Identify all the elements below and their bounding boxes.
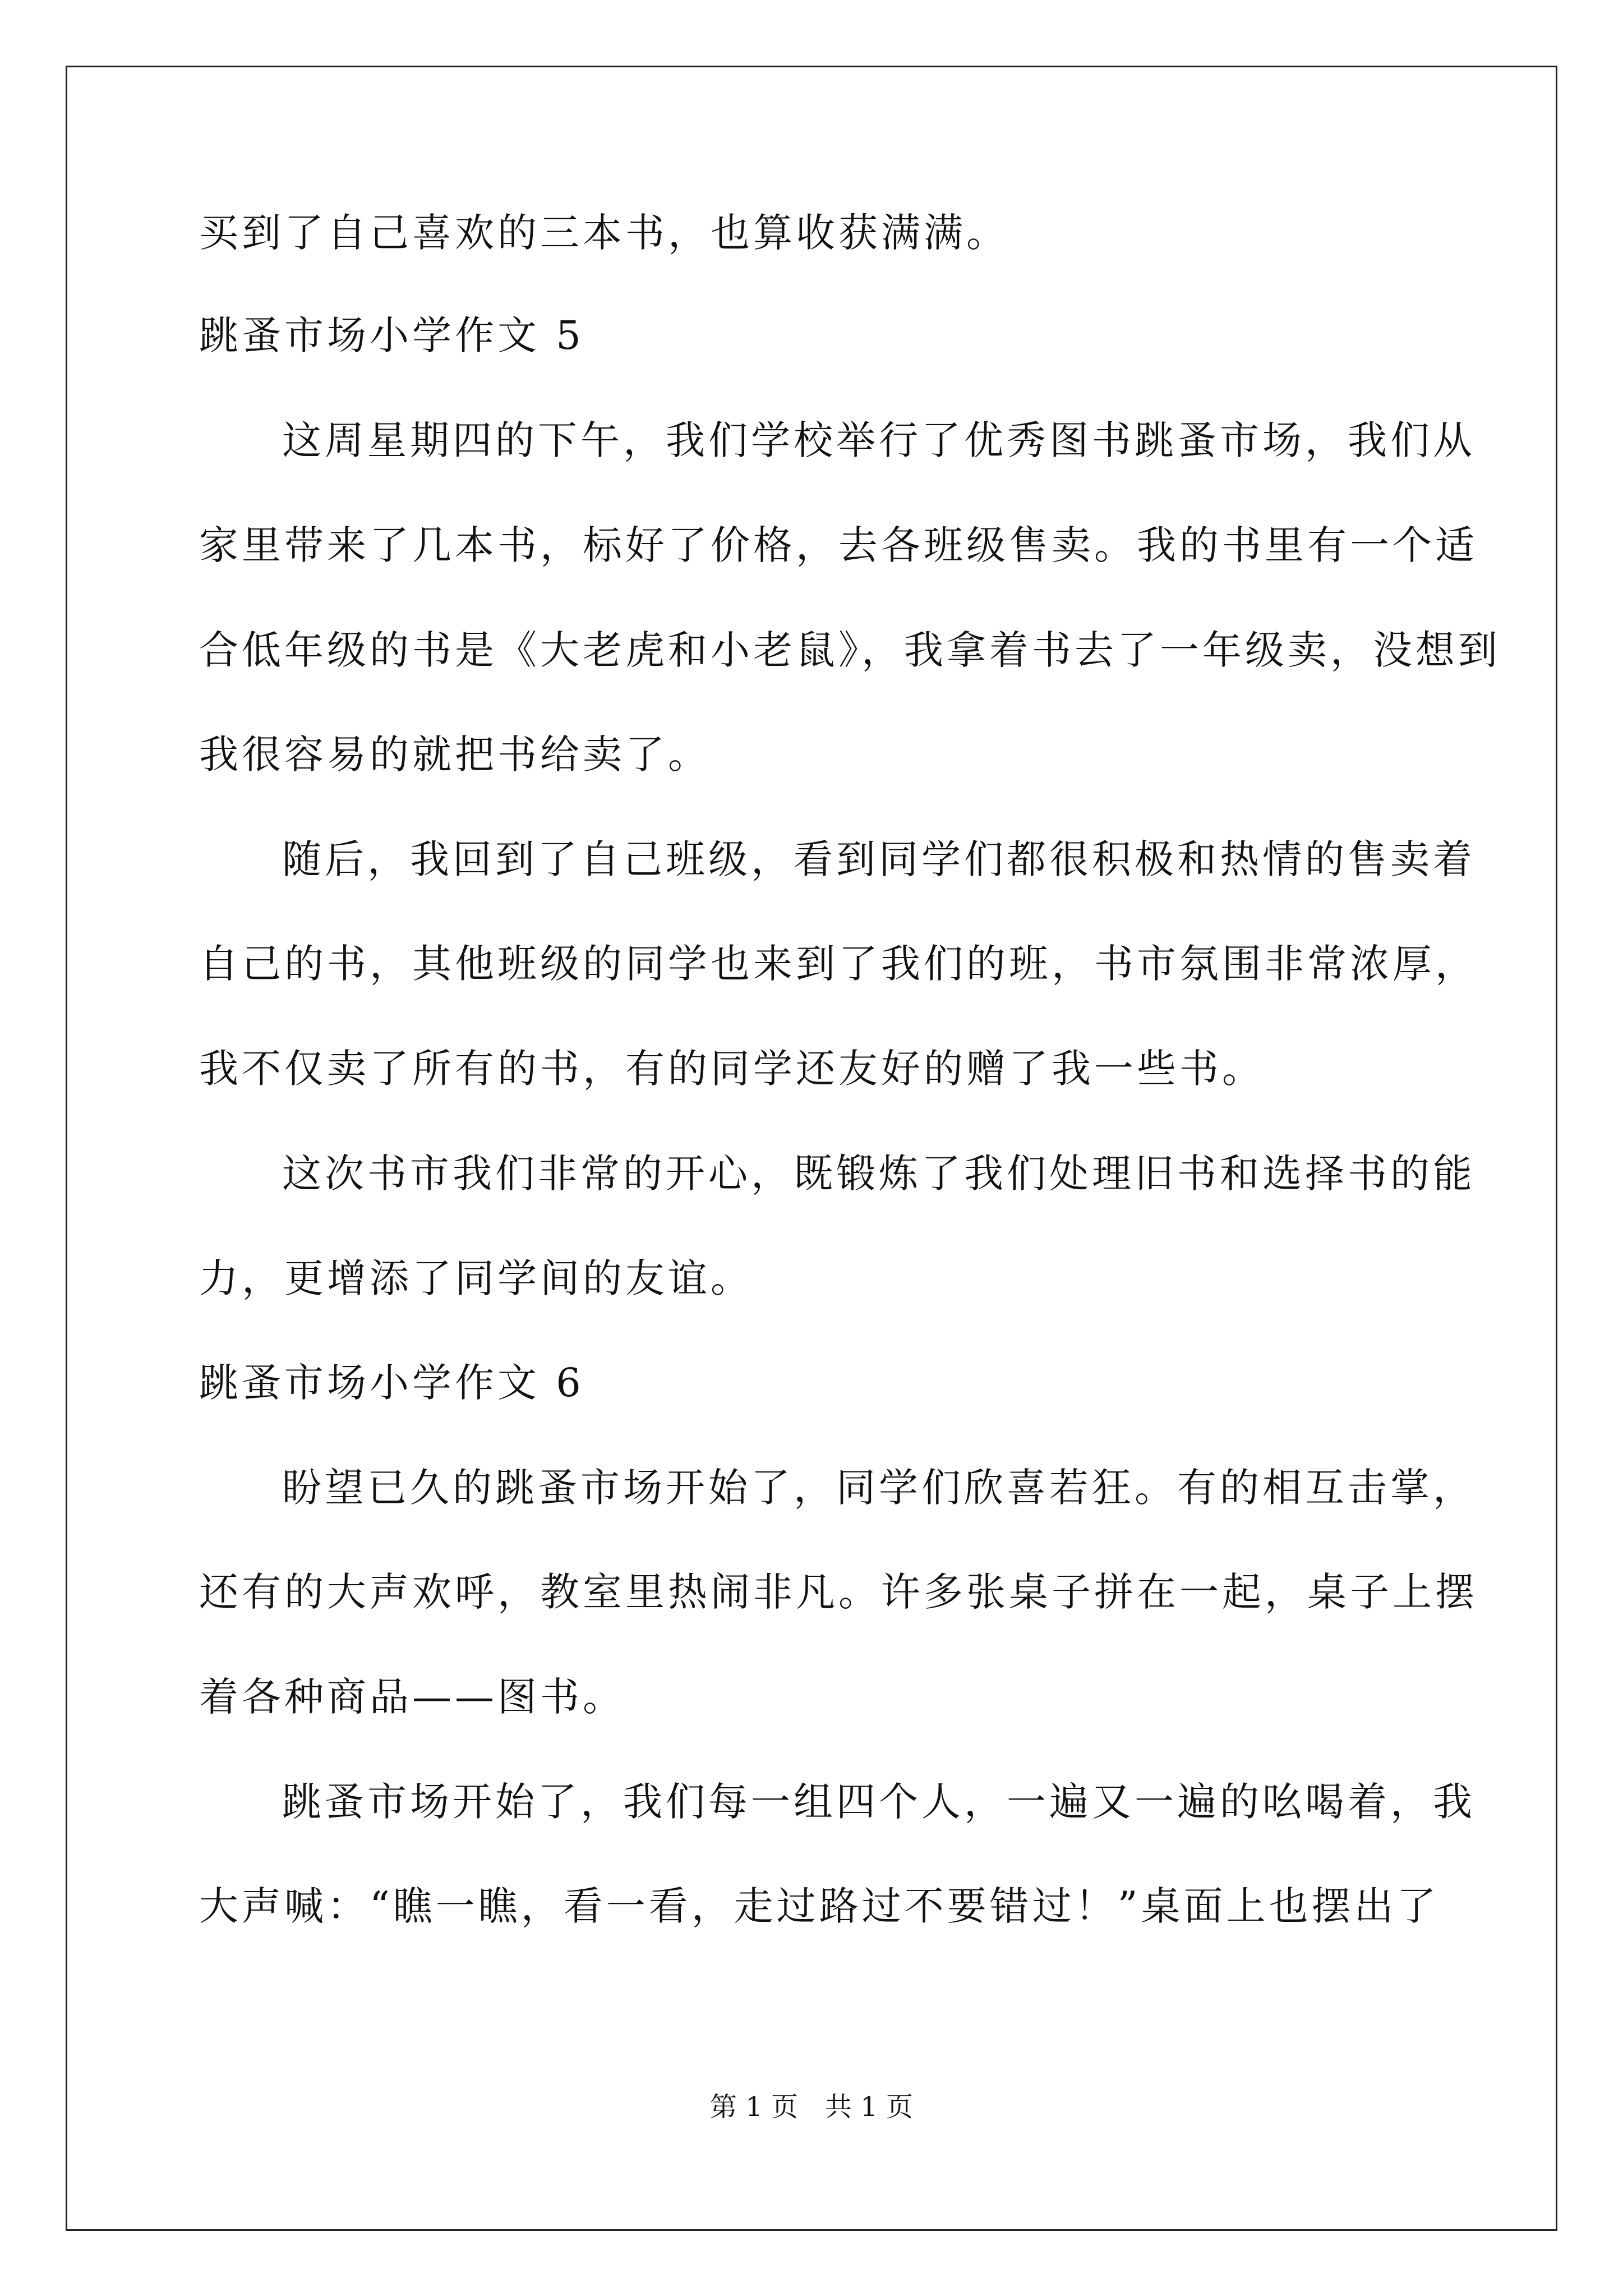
paragraph-start-line: 这周星期四的下午，我们学校举行了优秀图书跳蚤市场，我们从 xyxy=(282,417,1476,463)
page-footer: 第 1 页 共 1 页 xyxy=(709,2091,914,2123)
text-line: 合低年级的书是《大老虎和小老鼠》，我拿着书去了一年级卖，没想到 xyxy=(199,627,1501,673)
section-heading: 跳蚤市场小学作文 6 xyxy=(199,1360,584,1406)
section-heading: 跳蚤市场小学作文 5 xyxy=(199,312,584,358)
text-line: 着各种商品——图书。 xyxy=(199,1674,625,1720)
text-line: 自己的书，其他班级的同学也来到了我们的班，书市氛围非常浓厚， xyxy=(199,941,1478,987)
text-line: 力，更增添了同学间的友谊。 xyxy=(199,1255,753,1301)
text-line: 还有的大声欢呼，教室里热闹非凡。许多张桌子拼在一起，桌子上摆 xyxy=(199,1569,1478,1615)
paragraph-start-line: 这次书市我们非常的开心，既锻炼了我们处理旧书和选择书的能 xyxy=(282,1151,1476,1197)
text-line: 我很容易的就把书给卖了。 xyxy=(199,731,711,777)
text-line: 买到了自己喜欢的三本书，也算收获满满。 xyxy=(199,210,1009,256)
paragraph-start-line: 随后，我回到了自己班级，看到同学们都很积极和热情的售卖着 xyxy=(282,836,1476,882)
paragraph-start-line: 盼望已久的跳蚤市场开始了，同学们欣喜若狂。有的相互击掌， xyxy=(282,1465,1476,1511)
text-line: 家里带来了几本书，标好了价格，去各班级售卖。我的书里有一个适 xyxy=(199,522,1478,568)
text-line: 我不仅卖了所有的书，有的同学还友好的赠了我一些书。 xyxy=(199,1046,1265,1092)
text-line: 大声喊：“瞧一瞧，看一看，走过路过不要错过！”桌面上也摆出了 xyxy=(199,1883,1440,1929)
paragraph-start-line: 跳蚤市场开始了，我们每一组四个人，一遍又一遍的吆喝着，我 xyxy=(282,1779,1476,1825)
